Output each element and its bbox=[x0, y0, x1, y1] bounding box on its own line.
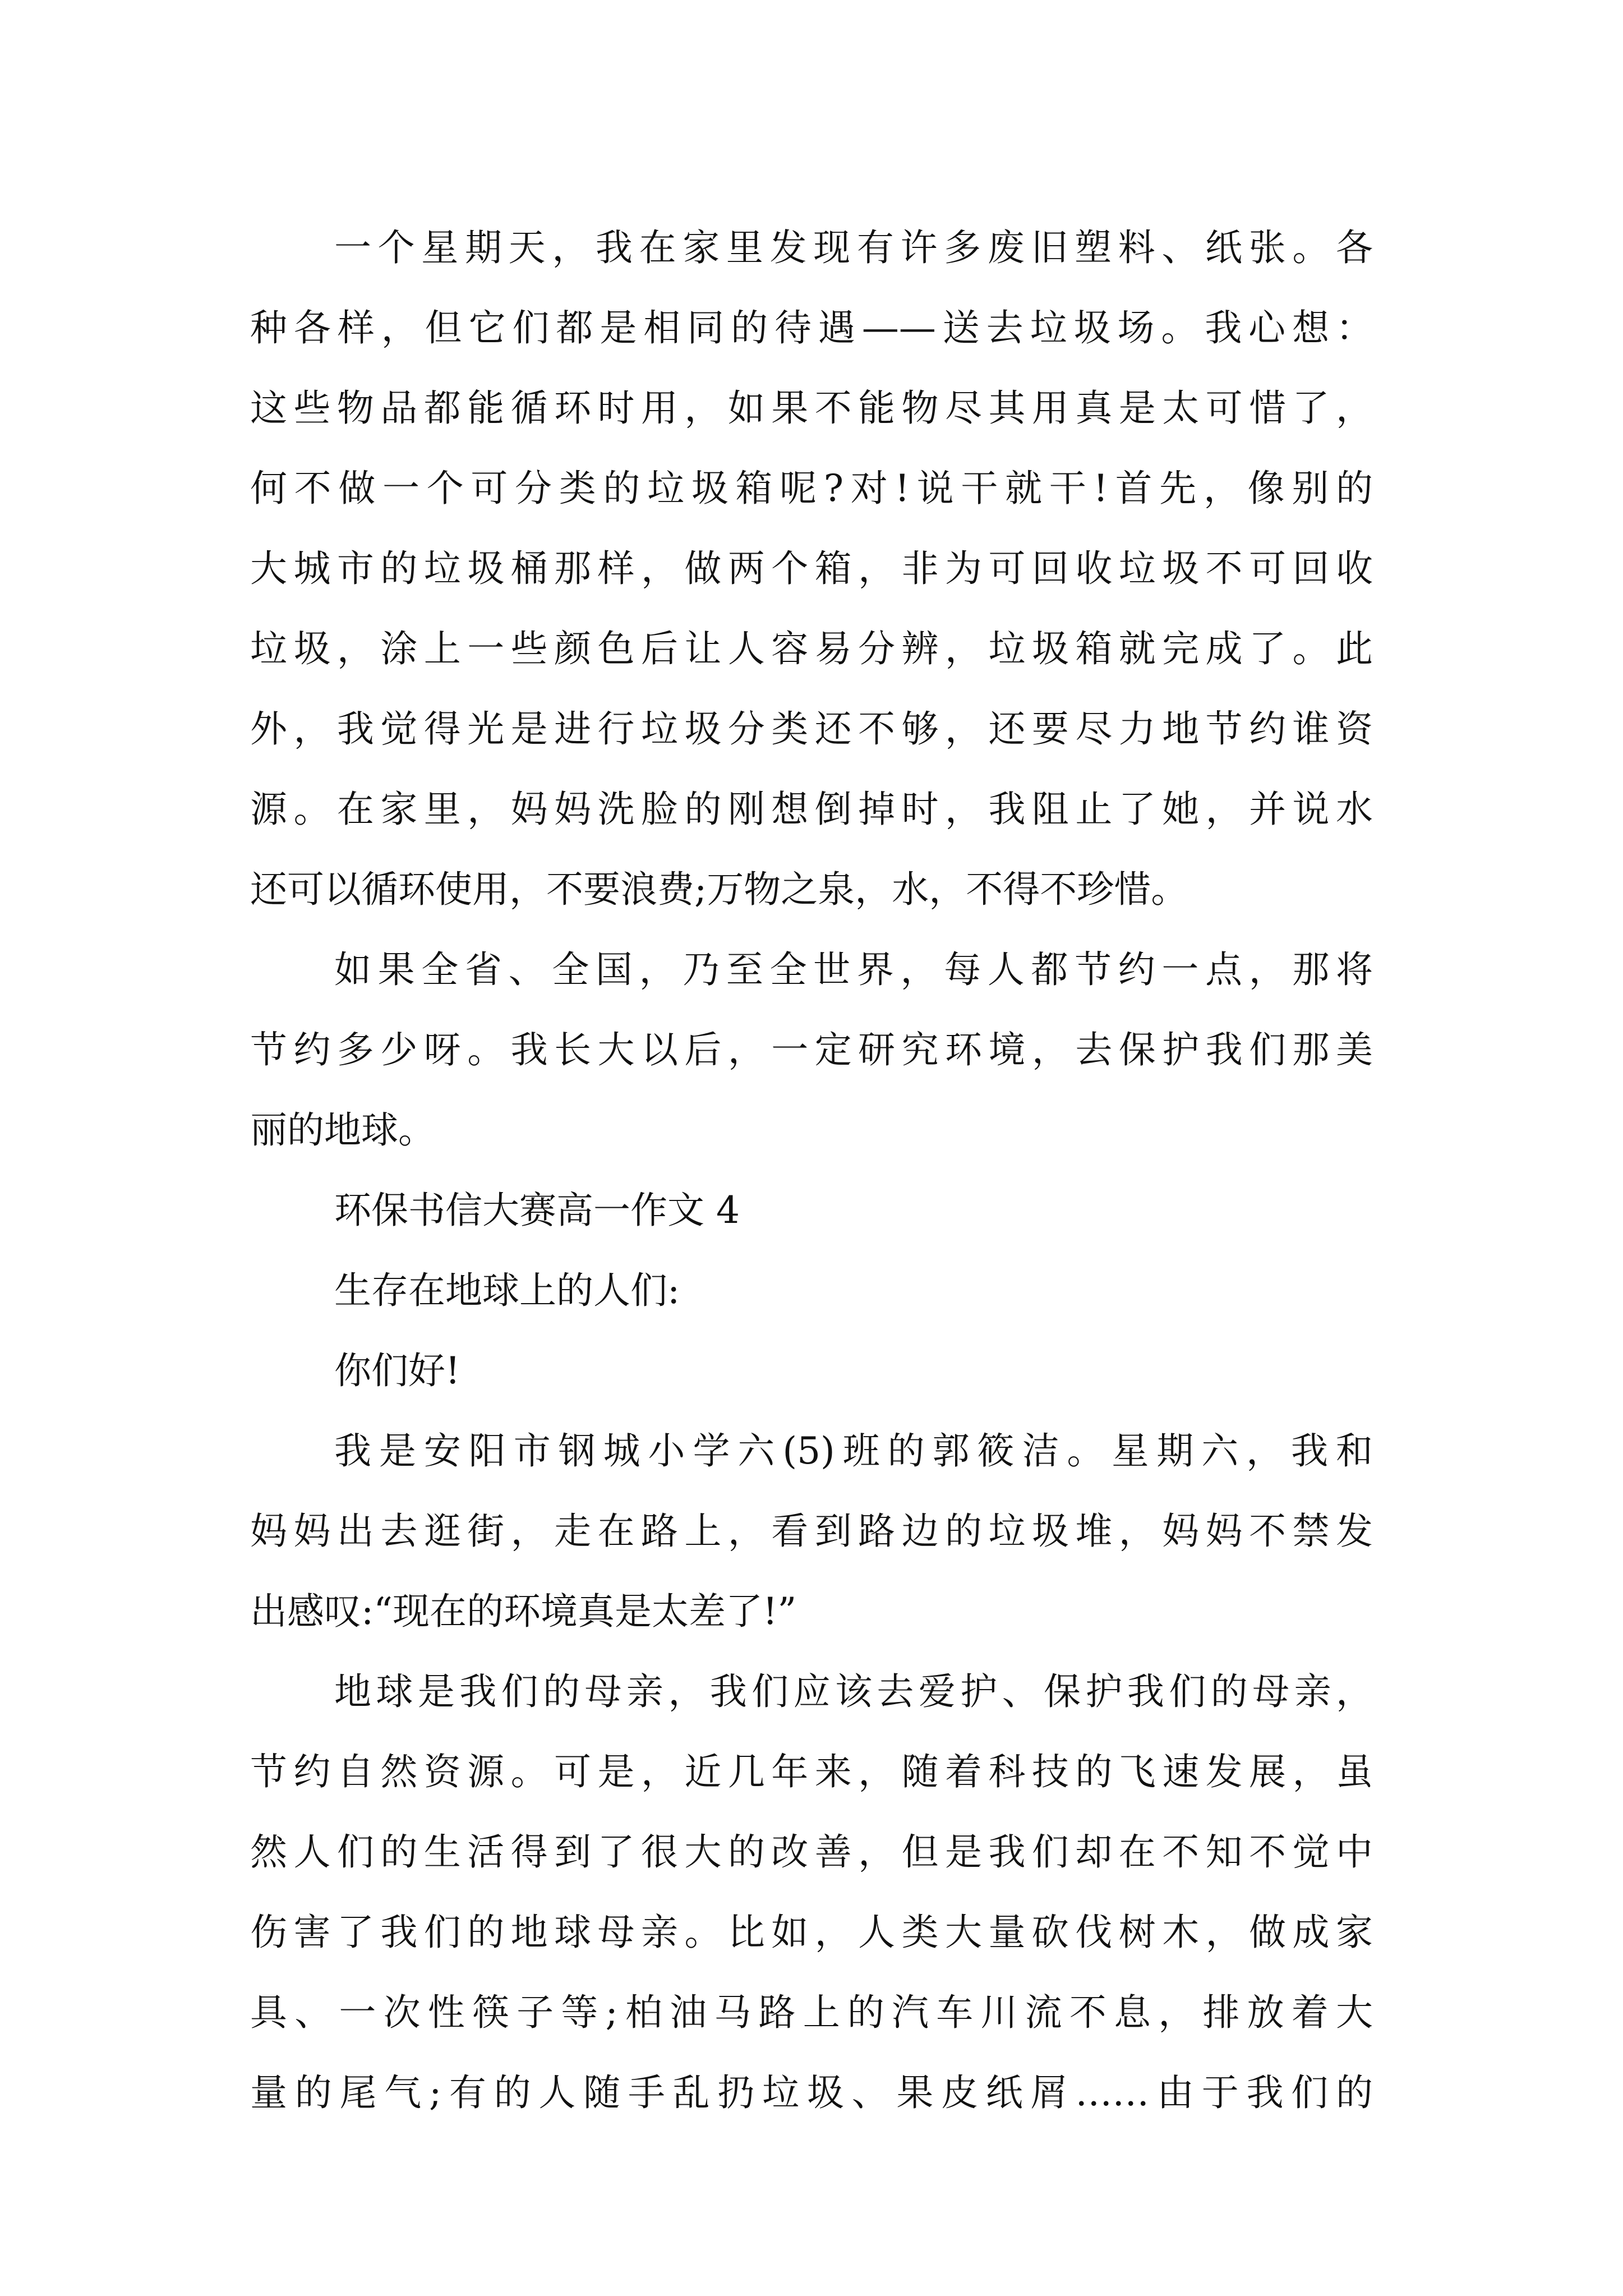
text-line: 然人们的生活得到了很大的改善，但是我们却在不知不觉中 bbox=[250, 1830, 1373, 1874]
text-line: 伤害了我们的地球母亲。比如，人类大量砍伐树木，做成家 bbox=[250, 1911, 1373, 1954]
text-line: 节约自然资源。可是，近几年来，随着科技的飞速发展，虽 bbox=[250, 1750, 1373, 1793]
article-body bbox=[250, 208, 1373, 2133]
text-line: 还可以循环使用，不要浪费;万物之泉，水，不得不珍惜。 bbox=[250, 868, 1188, 911]
text-line: 丽的地球。 bbox=[250, 1108, 435, 1152]
text-line: 大城市的垃圾桶那样，做两个箱，非为可回收垃圾不可回收 bbox=[250, 547, 1373, 590]
text-line: 这些物品都能循环时用，如果不能物尽其用真是太可惜了， bbox=[250, 386, 1373, 430]
text-line: 如果全省、全国，乃至全世界，每人都节约一点，那将 bbox=[334, 948, 1373, 991]
text-line: 垃圾，涂上一些颜色后让人容易分辨，垃圾箱就完成了。此 bbox=[250, 627, 1373, 670]
text-line: 节约多少呀。我长大以后，一定研究环境，去保护我们那美 bbox=[250, 1028, 1373, 1071]
text-line: 具、一次性筷子等;柏油马路上的汽车川流不息，排放着大 bbox=[250, 1991, 1373, 2034]
salutation: 生存在地球上的人们: bbox=[334, 1269, 680, 1312]
text-line: 妈妈出去逛街，走在路上，看到路边的垃圾堆，妈妈不禁发 bbox=[250, 1510, 1373, 1553]
text-line: 源。在家里，妈妈洗脸的刚想倒掉时，我阻止了她，并说水 bbox=[250, 788, 1373, 831]
greeting: 你们好! bbox=[334, 1349, 460, 1392]
text-line: 出感叹:“现在的环境真是太差了!” bbox=[250, 1590, 797, 1633]
text-line: 我是安阳市钢城小学六(5)班的郭筱洁。星期六，我和 bbox=[334, 1429, 1373, 1473]
text-line: 量的尾气;有的人随手乱扔垃圾、果皮纸屑……由于我们的 bbox=[250, 2071, 1373, 2114]
text-line: 外，我觉得光是进行垃圾分类还不够，还要尽力地节约谁资 bbox=[250, 707, 1373, 751]
text-line: 何不做一个可分类的垃圾箱呢?对!说干就干!首先，像别的 bbox=[250, 467, 1373, 510]
text-line: 种各样，但它们都是相同的待遇——送去垃圾场。我心想： bbox=[250, 306, 1373, 349]
text-line: 地球是我们的母亲，我们应该去爱护、保护我们的母亲， bbox=[334, 1670, 1373, 1713]
section-heading: 环保书信大赛高一作文 4 bbox=[334, 1189, 740, 1232]
text-line: 一个星期天，我在家里发现有许多废旧塑料、纸张。各 bbox=[334, 226, 1373, 269]
